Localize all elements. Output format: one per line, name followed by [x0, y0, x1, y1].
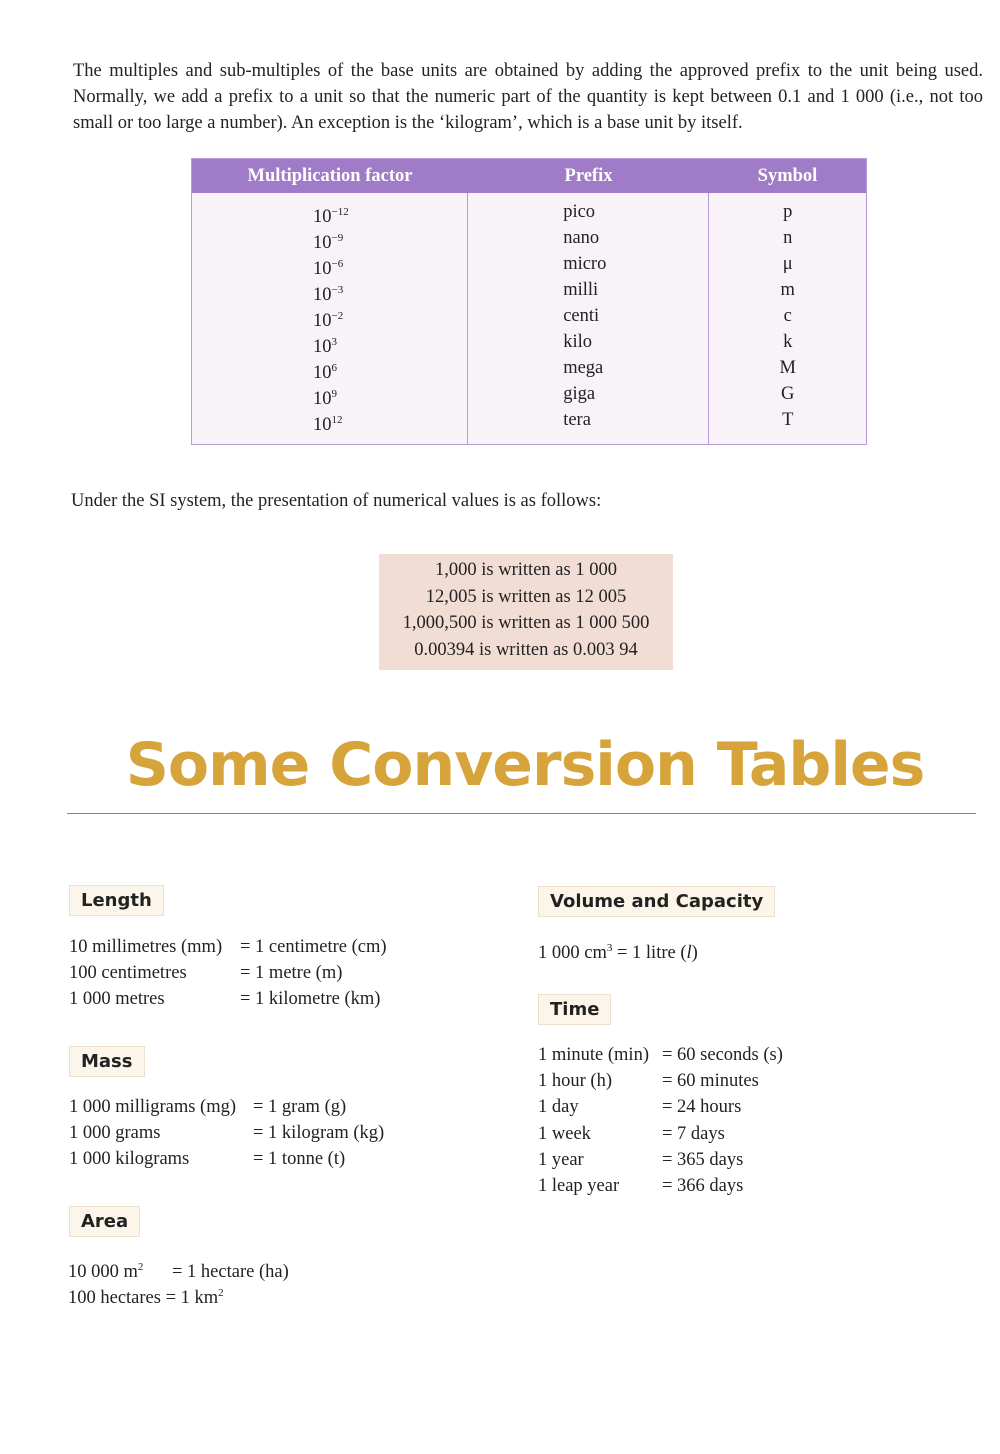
mass-row	[69, 1120, 384, 1146]
mass-left: 1 000 kilograms	[69, 1149, 190, 1170]
time-right: = 60 seconds (s)	[662, 1045, 783, 1065]
header-multiplication-factor: Multiplication factor	[247, 165, 413, 186]
prefix-cell: tera	[563, 410, 591, 430]
symbol-cell: m	[780, 280, 795, 300]
time-row	[538, 1042, 783, 1068]
table-header	[192, 159, 866, 193]
factor-base: 10	[313, 337, 332, 357]
si-example: 1,000 is written as 1 000	[435, 560, 617, 580]
symbol-cell: n	[783, 228, 793, 248]
title-divider	[67, 813, 976, 814]
mass-row	[69, 1146, 384, 1172]
litre-symbol: l	[686, 943, 692, 963]
length-row	[69, 986, 387, 1012]
time-right: = 60 minutes	[662, 1071, 759, 1092]
paren: )	[691, 943, 698, 963]
factor-base: 10	[313, 415, 332, 435]
factor-cell	[192, 407, 467, 433]
si-examples-box	[379, 554, 673, 670]
factor-exponent: 3	[331, 336, 337, 348]
length-row	[69, 960, 387, 986]
section-title: Some Conversion Tables	[125, 730, 925, 800]
volume-left: 1 000 cm	[538, 943, 607, 963]
time-left: 1 year	[538, 1149, 584, 1170]
time-conversions	[538, 1042, 783, 1199]
mass-left: 1 000 milligrams (mg)	[69, 1097, 236, 1117]
area-conversions	[68, 1254, 289, 1309]
length-right: = 1 kilometre (km)	[240, 989, 381, 1010]
length-left: 10 millimetres (mm)	[69, 937, 223, 957]
mass-right: = 1 kilogram (kg)	[253, 1123, 385, 1144]
factor-cell	[192, 199, 467, 225]
symbol-cell: μ	[782, 254, 793, 274]
time-left: 1 day	[538, 1097, 579, 1118]
si-example: 12,005 is written as 12 005	[425, 586, 627, 607]
length-right: = 1 metre (m)	[240, 963, 343, 984]
factor-exponent: 6	[331, 362, 337, 374]
prefix-cell: pico	[563, 202, 596, 222]
factor-exponent: 12	[331, 414, 343, 426]
symbol-cell: T	[782, 410, 794, 430]
symbol-cell: M	[779, 358, 796, 378]
mass-right: = 1 gram (g)	[253, 1097, 347, 1117]
symbol-cell: c	[783, 306, 792, 326]
length-left: 1 000 metres	[69, 989, 165, 1010]
factor-column	[192, 193, 468, 444]
mass-conversions	[69, 1094, 384, 1173]
factor-cell	[192, 251, 467, 277]
factor-cell	[192, 303, 467, 329]
time-row	[538, 1147, 783, 1173]
header-prefix: Prefix	[564, 165, 613, 186]
length-conversions	[69, 934, 387, 1013]
mass-left: 1 000 grams	[69, 1123, 161, 1144]
length-left: 100 centimetres	[69, 963, 187, 984]
factor-exponent: −2	[331, 310, 344, 322]
time-left: 1 week	[538, 1123, 591, 1144]
area-right: = 1 hectare (ha)	[172, 1262, 289, 1282]
factor-exponent: −12	[331, 206, 349, 218]
area-row2: 100 hectares = 1 km	[68, 1288, 219, 1309]
time-right: = 24 hours	[662, 1097, 742, 1118]
factor-cell	[192, 225, 467, 251]
volume-conversions	[538, 935, 698, 961]
si-example: 1,000,500 is written as 1 000 500	[402, 613, 650, 633]
mass-right: = 1 tonne (t)	[253, 1149, 346, 1170]
time-row	[538, 1094, 783, 1120]
factor-cell	[192, 277, 467, 303]
area-sup: 2	[137, 1261, 144, 1273]
area-label: Area	[69, 1206, 140, 1237]
factor-exponent: −9	[331, 232, 344, 244]
prefix-table	[191, 158, 867, 445]
factor-base: 10	[313, 259, 332, 279]
symbol-cell: p	[783, 202, 793, 222]
factor-base: 10	[313, 285, 332, 305]
intro-paragraph: The multiples and sub-multiples of the base units are obtained by adding the approved prefix to the unit being used. Normally, we add a prefix to a unit so that the numeric part of the quantity is kept between 0.1 and 1 000 (i.e., not too small or too large a number). An exception is the ‘kilogram’, which is a base unit by itself.	[73, 61, 983, 133]
prefix-cell: micro	[563, 254, 607, 274]
time-left: 1 minute (min)	[538, 1045, 649, 1065]
mass-row	[69, 1094, 384, 1120]
mass-label: Mass	[69, 1046, 145, 1077]
factor-base: 10	[313, 389, 332, 409]
factor-cell	[192, 381, 467, 407]
time-right: = 365 days	[662, 1149, 744, 1170]
time-label: Time	[538, 994, 611, 1025]
time-row	[538, 1121, 783, 1147]
factor-exponent: −3	[331, 284, 344, 296]
time-left: 1 leap year	[538, 1175, 620, 1196]
length-row	[69, 934, 387, 960]
factor-exponent: 9	[331, 388, 337, 400]
si-intro: Under the SI system, the presentation of numerical values is as follows:	[71, 491, 602, 511]
time-row	[538, 1173, 783, 1199]
length-label: Length	[69, 885, 164, 916]
header-symbol: Symbol	[757, 165, 818, 186]
factor-cell	[192, 355, 467, 381]
prefix-cell: nano	[563, 228, 600, 248]
factor-base: 10	[313, 233, 332, 253]
volume-right: = 1 litre (	[616, 943, 687, 963]
prefix-cell: giga	[563, 384, 596, 404]
si-example: 0.00394 is written as 0.003 94	[414, 639, 638, 660]
prefix-cell: kilo	[563, 332, 592, 352]
factor-base: 10	[313, 311, 332, 331]
factor-base: 10	[313, 207, 332, 227]
volume-sup: 3	[606, 942, 613, 954]
symbol-cell: G	[781, 384, 795, 404]
factor-exponent: −6	[331, 258, 344, 270]
time-right: = 366 days	[662, 1175, 744, 1196]
prefix-cell: mega	[563, 358, 604, 378]
factor-base: 10	[313, 363, 332, 383]
time-row	[538, 1068, 783, 1094]
symbol-cell: k	[783, 332, 793, 352]
area-sup2: 2	[218, 1287, 224, 1300]
symbol-column	[709, 193, 866, 444]
volume-label: Volume and Capacity	[538, 886, 775, 917]
area-left: 10 000 m	[68, 1262, 138, 1282]
prefix-cell: milli	[563, 280, 599, 300]
prefix-cell: centi	[563, 306, 600, 326]
length-right: = 1 centimetre (cm)	[240, 937, 387, 957]
time-right: = 7 days	[662, 1123, 725, 1144]
prefix-column	[468, 193, 709, 444]
factor-cell	[192, 329, 467, 355]
time-left: 1 hour (h)	[538, 1071, 612, 1092]
